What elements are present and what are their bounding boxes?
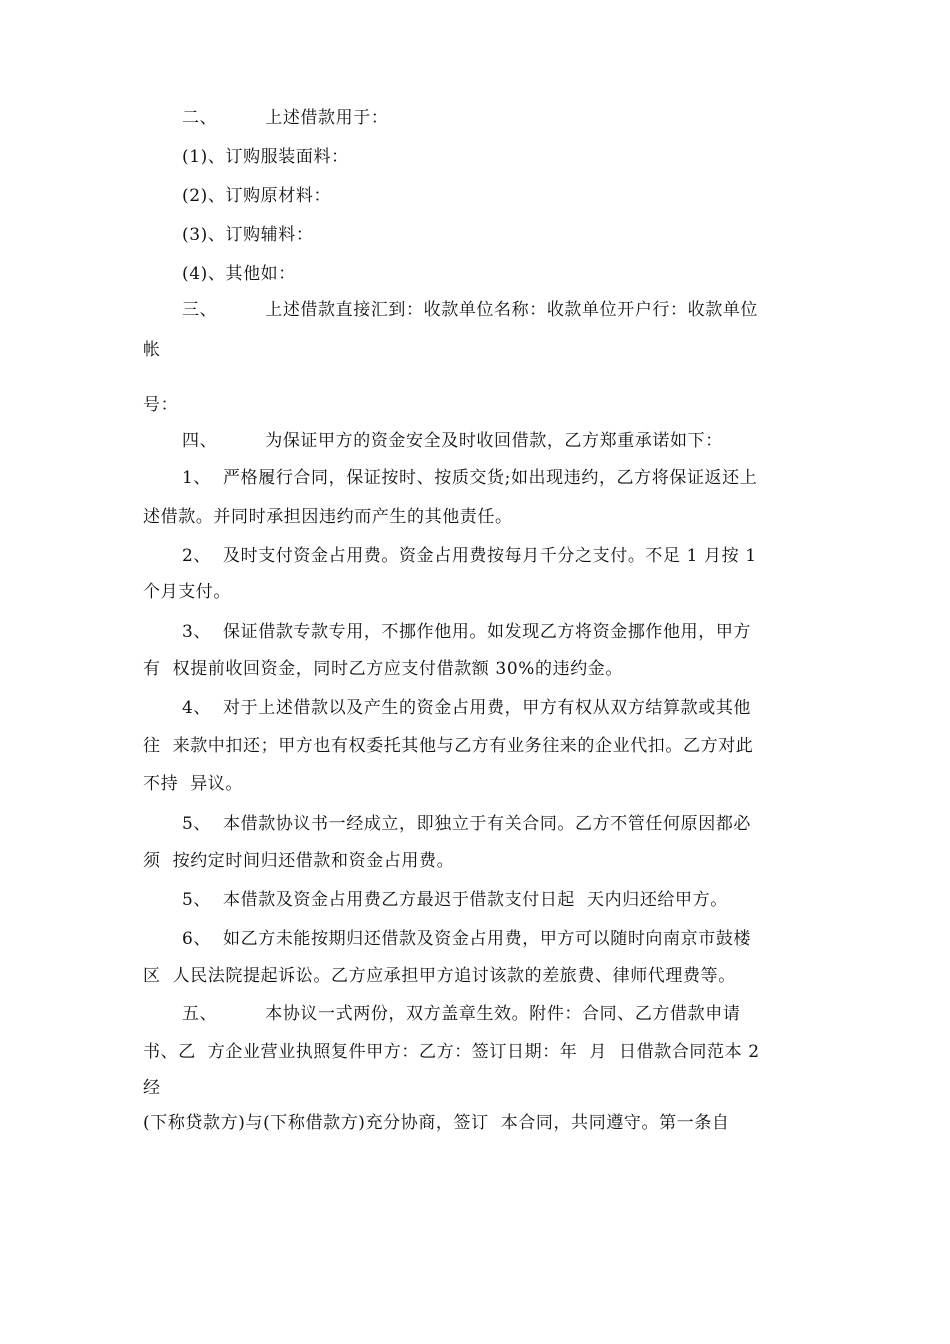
list-item: (4)、其他如： bbox=[182, 264, 296, 284]
paragraph-line: 须 按约定时间归还借款和资金占用费。 bbox=[143, 851, 455, 871]
paragraph-line: 5、 本借款及资金占用费乙方最迟于借款支付日起 天内归还给甲方。 bbox=[182, 890, 728, 910]
paragraph-line: 6、 如乙方未能按期归还借款及资金占用费，甲方可以随时向南京市鼓楼 bbox=[182, 929, 752, 949]
section-two-heading: 二、 上述借款用于： bbox=[182, 108, 389, 128]
paragraph-line: 帐 bbox=[143, 340, 161, 360]
paragraph-line: 4、 对于上述借款以及产生的资金占用费，甲方有权从双方结算款或其他 bbox=[182, 698, 752, 718]
paragraph-line: 述借款。并同时承担因违约而产生的其他责任。 bbox=[143, 507, 513, 527]
paragraph-line: 往 来款中扣还；甲方也有权委托其他与乙方有业务往来的企业代扣。乙方对此 bbox=[143, 736, 754, 756]
list-item: (1)、订购服装面料： bbox=[182, 147, 349, 167]
list-item: (2)、订购原材料： bbox=[182, 186, 332, 206]
paragraph-line: 书、乙 方企业营业执照复件甲方：乙方：签订日期：年 月 日借款合同范本 2 bbox=[143, 1042, 760, 1062]
list-item: (3)、订购辅料： bbox=[182, 225, 314, 245]
paragraph-line: 5、 本借款协议书一经成立，即独立于有关合同。乙方不管任何原因都必 bbox=[182, 814, 752, 834]
section-three-heading: 三、 上述借款直接汇到：收款单位名称：收款单位开户行：收款单位 bbox=[182, 300, 759, 320]
paragraph-line: 号： bbox=[143, 395, 179, 415]
paragraph-line: 2、 及时支付资金占用费。资金占用费按每月千分之支付。不足 1 月按 1 bbox=[182, 546, 757, 566]
paragraph-line: 1、 严格履行合同，保证按时、按质交货;如出现违约，乙方将保证返还上 bbox=[182, 468, 758, 488]
paragraph-line: 个月支付。 bbox=[143, 582, 231, 602]
paragraph-line: 不持 异议。 bbox=[143, 774, 244, 794]
paragraph-line: 区 人民法院提起诉讼。乙方应承担甲方追讨该款的差旅费、律师代理费等。 bbox=[143, 966, 736, 986]
section-four-heading: 四、 为保证甲方的资金安全及时收回借款，乙方郑重承诺如下： bbox=[182, 431, 723, 451]
paragraph-line: 有 权提前收回资金，同时乙方应支付借款额 30%的违约金。 bbox=[143, 659, 623, 679]
paragraph-line: (下称贷款方)与(下称借款方)充分协商，签订 本合同，共同遵守。第一条自 bbox=[143, 1113, 730, 1133]
section-five-heading: 五、 本协议一式两份，双方盖章生效。附件：合同、乙方借款申请 bbox=[182, 1004, 741, 1024]
paragraph-line: 3、 保证借款专款专用，不挪作他用。如发现乙方将资金挪作他用，甲方 bbox=[182, 622, 752, 642]
paragraph-line: 经 bbox=[143, 1078, 161, 1098]
